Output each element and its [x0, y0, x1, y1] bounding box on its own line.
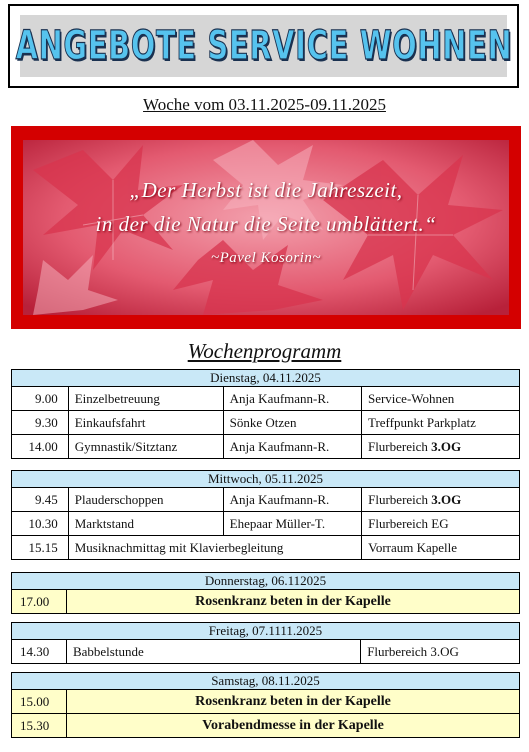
person-cell: Anja Kaufmann-R. [223, 488, 361, 512]
table-row [12, 640, 520, 664]
day-table-wednesday [11, 470, 520, 560]
location-text: Flurbereich EG [368, 515, 449, 531]
week-range: Woche vom 03.11.2025-09.11.2025 [143, 95, 386, 114]
activity-cell: Rosenkranz beten in der Kapelle [67, 590, 520, 614]
day-header: Freitag, 07.1111.2025 [12, 623, 520, 640]
quote-line-2: in der die Natur die Seite umblättert.“ [95, 212, 437, 236]
time-cell: 14.30 [12, 640, 67, 664]
title-frame [8, 4, 519, 88]
activity-cell: Musiknachmittag mit Klavierbegleitung [68, 536, 361, 560]
table-row [12, 714, 520, 738]
location-floor: 3.OG [431, 438, 462, 454]
time-cell: 15.00 [12, 690, 67, 714]
quote-line-1: „Der Herbst ist die Jahreszeit, [129, 178, 403, 202]
time-cell: 15.15 [12, 536, 69, 560]
day-table-tuesday [11, 369, 520, 459]
location-cell [362, 512, 520, 536]
activity-cell: Vorabendmesse in der Kapelle [67, 714, 520, 738]
location-cell [361, 387, 519, 411]
time-cell: 14.00 [12, 435, 69, 459]
table-row [12, 488, 520, 512]
person-cell: Anja Kaufmann-R. [223, 387, 361, 411]
activity-cell: Rosenkranz beten in der Kapelle [67, 690, 520, 714]
location-floor: 3.OG [431, 491, 462, 507]
table-row [12, 435, 520, 459]
time-cell: 10.30 [12, 512, 69, 536]
location-cell [361, 411, 519, 435]
activity-cell: Babbelstunde [66, 640, 360, 664]
location-cell: Vorraum Kapelle [362, 536, 520, 560]
day-header: Donnerstag, 06.112025 [12, 573, 520, 590]
location-text: Service-Wohnen [367, 390, 455, 406]
person-cell: Ehepaar Müller-T. [223, 512, 361, 536]
time-cell: 9.30 [12, 411, 69, 435]
location-text: Flurbereich [367, 438, 432, 454]
table-row [12, 411, 520, 435]
activity-cell: Einzelbetreuung [68, 387, 223, 411]
table-row [12, 512, 520, 536]
activity-cell: Einkaufsfahrt [68, 411, 223, 435]
day-table-saturday [11, 672, 520, 738]
day-header: Dienstag, 04.11.2025 [12, 370, 520, 387]
program-heading: Wochenprogramm [187, 339, 342, 363]
quote-block [23, 140, 509, 315]
location-cell [361, 435, 519, 459]
location-text: Flurbereich [368, 491, 432, 507]
person-cell: Anja Kaufmann-R. [223, 435, 361, 459]
activity-cell: Plauderschoppen [68, 488, 223, 512]
day-table-friday [11, 622, 520, 664]
activity-cell: Gymnastik/Sitztanz [68, 435, 223, 459]
location-cell: Flurbereich 3.OG [361, 640, 520, 664]
person-cell: Sönke Otzen [223, 411, 361, 435]
quote-banner [11, 126, 521, 329]
table-row [12, 387, 520, 411]
page-title: ANGEBOTE SERVICE WOHNEN [15, 23, 512, 69]
time-cell: 9.00 [12, 387, 69, 411]
table-row [12, 690, 520, 714]
activity-cell: Marktstand [68, 512, 223, 536]
table-row [12, 590, 520, 614]
day-table-thursday [11, 572, 520, 614]
table-row [12, 536, 520, 560]
time-cell: 9.45 [12, 488, 69, 512]
time-cell: 17.00 [12, 590, 67, 614]
time-cell: 15.30 [12, 714, 67, 738]
location-cell [362, 488, 520, 512]
location-text: Treffpunkt Parkplatz [367, 414, 476, 430]
quote-author: ~Pavel Kosorin~ [211, 250, 321, 266]
day-header: Samstag, 08.11.2025 [12, 673, 520, 690]
title-panel [15, 15, 512, 77]
day-header: Mittwoch, 05.11.2025 [12, 471, 520, 488]
